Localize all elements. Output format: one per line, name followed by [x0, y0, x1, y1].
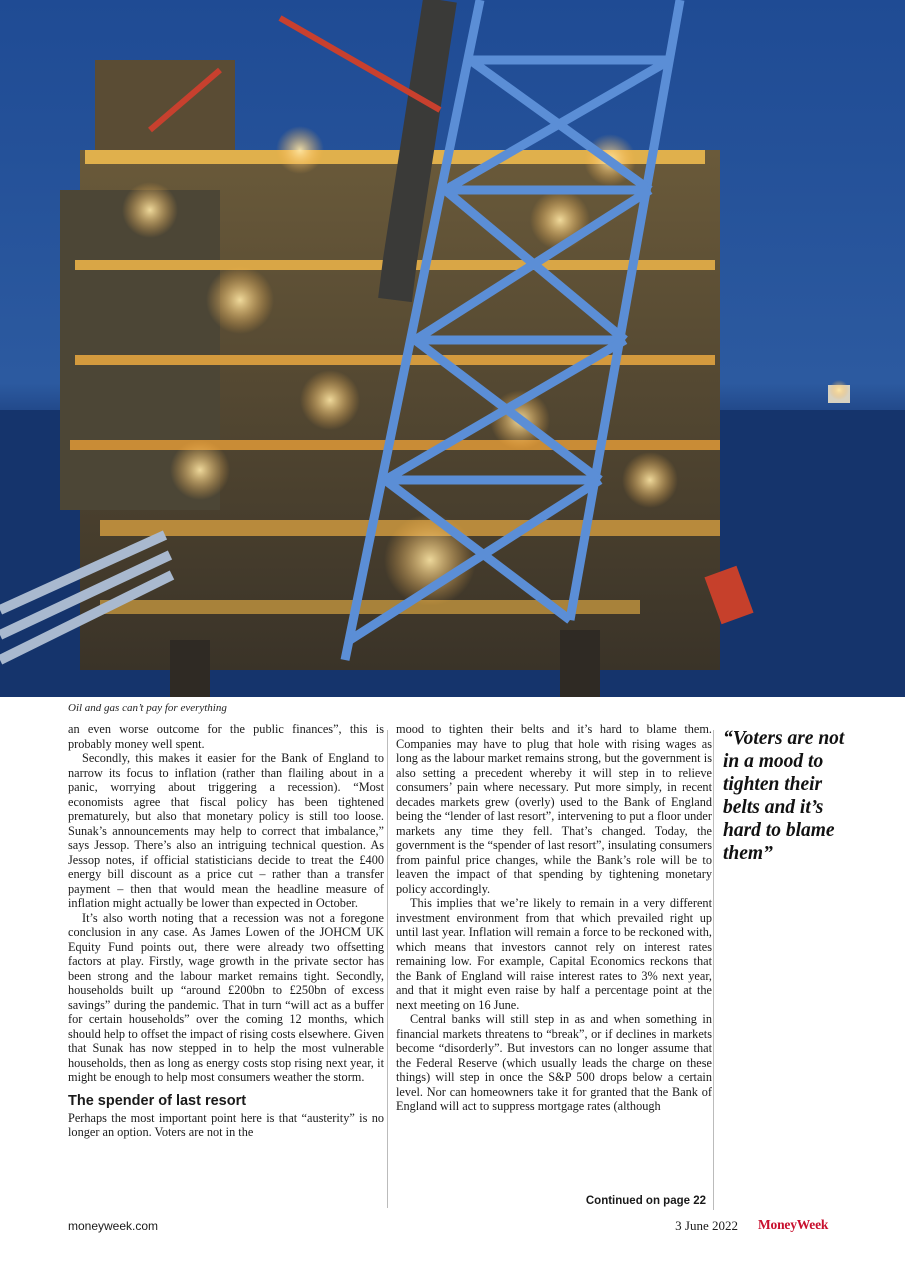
photo-caption: Oil and gas can’t pay for everything	[68, 702, 227, 714]
column-divider	[387, 730, 388, 1208]
pull-quote: “Voters are not in a mood to tighten their belts and it’s hard to blame them”	[723, 728, 845, 864]
article-column-1	[68, 722, 384, 1140]
paragraph: This implies that we’re likely to remain in a very different investment environment from that which prevailed right up until last year. Inflation will remain a force to be reckoned with, which means that investors cannot rely on interest rates remaining low. For example, Capital Economics reckons that the Bank of England will raise interest rates to 3% next year, and that it might even raise by half a percentage point at the next meeting on 16 June.	[396, 896, 712, 1012]
paragraph: It’s also worth noting that a recession was not a foregone conclusion in any case. As James Lowen of the JOHCM UK Equity Fund points out, there were already two offsetting factors at play. Firstly, wage growth in the private sector has been strong and the labour market remains tight. Secondly, households built up “around £200bn to £250bn of excess savings” during the pandemic. That in turn “will act as a buffer for certain households” over the coming 12 months, which should help to offset the impact of rising costs elsewhere. Given that Sunak has now stepped in to help the most vulnerable households, then as long as energy costs stop rising next year, it might be enough to help most consumers weather the storm.	[68, 910, 384, 1084]
paragraph: Secondly, this makes it easier for the Bank of England to narrow its focus to inflation (rather than flailing about in a panic, worrying about triggering a recession). “Most economists agree that fiscal policy has been tightened prematurely, but also that monetary policy is still too loose. Sunak’s announcements may help to correct that imbalance,” says Jessop. There’s also an intriguing technical question. As Jessop notes, if official statisticians decide to treat the £400 energy bill discount as a price cut – rather than a transfer payment – then that would mean the headline measure of inflation might actually be lower than expected in October.	[68, 751, 384, 910]
paragraph: mood to tighten their belts and it’s hard to blame them. Companies may have to plug that hole with rising wages as long as the labour market remains strong, but the government is also setting a precedent whereby it will step in to relieve consumers’ pain where necessary. Put more simply, in recent decades markets grew (overly) used to the Bank of England being the “lender of last resort”, intervening to put a floor under markets any time they fell. That’s changed. Today, the government is the “spender of last resort”, insulating consumers from painful price changes, while the Bank’s role will be to leaven the impact of that spending by tightening monetary policy accordingly.	[396, 722, 712, 896]
paragraph: an even worse outcome for the public finances”, this is probably money well spent.	[68, 722, 384, 751]
section-subhead: The spender of last resort	[68, 1092, 247, 1109]
paragraph: Perhaps the most important point here is that “austerity” is no longer an option. Voters are not in the	[68, 1110, 384, 1139]
column-divider	[713, 730, 714, 1210]
paragraph: Central banks will still step in as and when something in financial markets threatens to “break”, or if declines in markets become “disorderly”. But investors can no longer assume that the Federal Reserve (which usually leads the charge on these things) will step in once the S&P 500 drops below a certain level. Nor can homeowners take it for granted that the Bank of England will act to suppress mortgage rates (although	[396, 1012, 712, 1113]
continued-link[interactable]: Continued on page 22	[585, 1195, 706, 1207]
footer-date: 3 June 2022	[675, 1218, 738, 1233]
article-column-2	[396, 722, 712, 1114]
footer-url[interactable]: moneyweek.com	[68, 1219, 159, 1233]
moneyweek-logo: MoneyWeek	[758, 1217, 829, 1232]
